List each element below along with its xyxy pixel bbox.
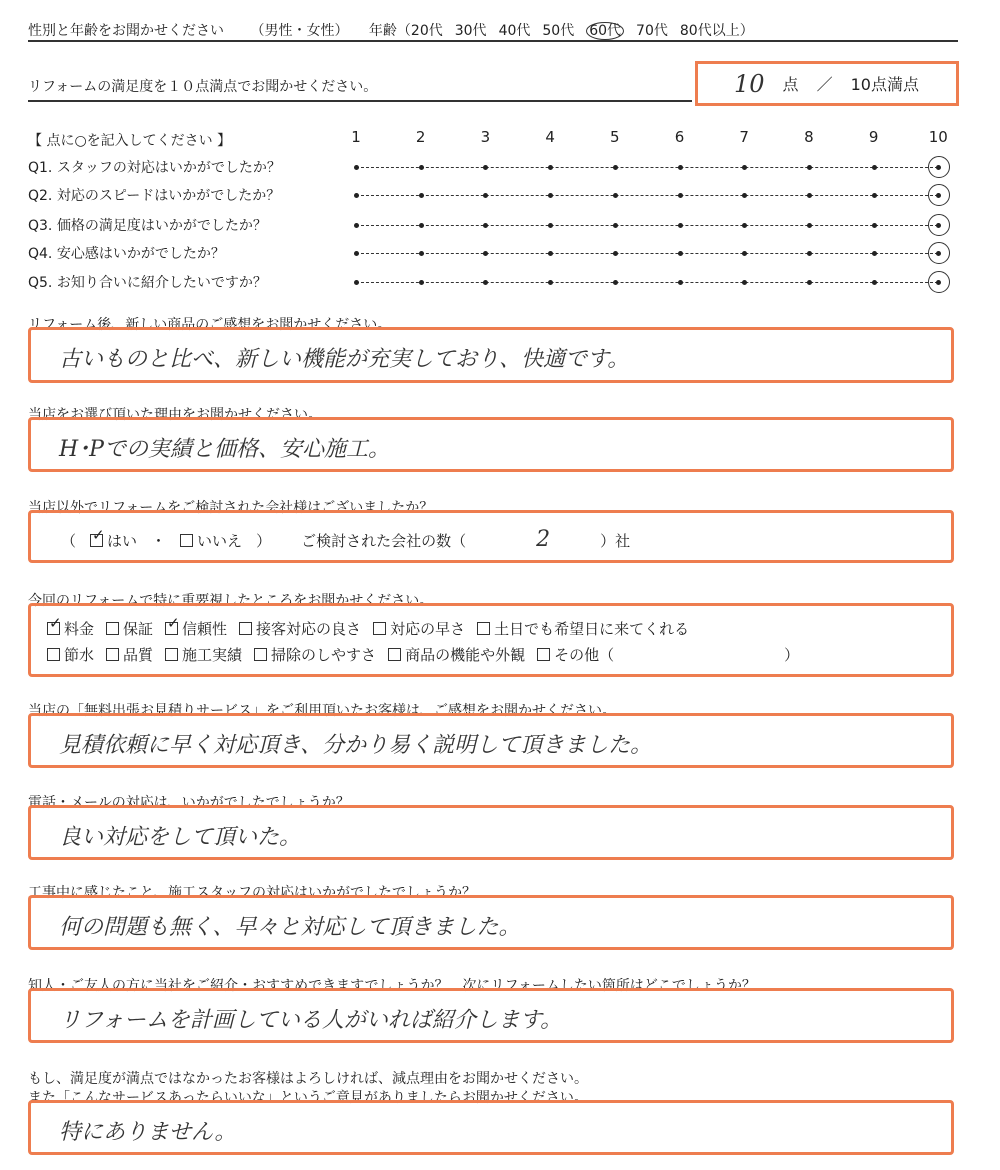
scale-point[interactable] xyxy=(354,193,359,198)
paren: ） xyxy=(784,646,800,664)
option-label: その他（ xyxy=(554,646,615,664)
score-max: 10点満点 xyxy=(850,75,919,94)
gender-options[interactable]: （男性・女性） xyxy=(250,23,349,39)
scale-point[interactable] xyxy=(613,223,618,228)
option-label: 対応の早さ xyxy=(390,620,466,638)
option-label: 節水 xyxy=(64,646,95,664)
scale-point[interactable] xyxy=(742,280,747,285)
checkbox[interactable] xyxy=(165,648,178,661)
scale-point[interactable] xyxy=(548,193,553,198)
scale-point[interactable] xyxy=(613,280,618,285)
paren: ） xyxy=(256,532,272,550)
scale-point[interactable] xyxy=(613,251,618,256)
no-checkbox[interactable] xyxy=(180,532,242,550)
checkbox[interactable] xyxy=(239,622,252,635)
scale-point[interactable] xyxy=(678,280,683,285)
option-label: 信頼性 xyxy=(182,620,228,638)
checkbox[interactable] xyxy=(165,622,178,635)
scale-number: 6 xyxy=(674,128,685,146)
question-label: 当店以外でリフォームをご検討された会社様はございましたか？ xyxy=(28,500,434,516)
scale-point[interactable] xyxy=(483,280,488,285)
question-label: 工事中に感じたこと、施工スタッフの対応はいかがでしたでしょうか？ xyxy=(28,885,476,901)
question-label: また「こんなサービスあったらいいな」というご意見がありましたらお聞かせください。 xyxy=(28,1090,588,1106)
question-label: 知人・ご友人の方に当社をご紹介・おすすめできますでしょうか？ 次にリフォームしたい箇所はどこでしょうか？ xyxy=(28,978,756,994)
scale-point[interactable] xyxy=(483,223,488,228)
checkbox[interactable] xyxy=(388,648,401,661)
scale-point[interactable] xyxy=(678,193,683,198)
scale-point[interactable] xyxy=(613,193,618,198)
checkbox[interactable] xyxy=(47,622,60,635)
answer-box[interactable] xyxy=(28,417,954,472)
scale-point[interactable] xyxy=(483,165,488,170)
handwritten-answer: 良い対応をして頂いた。 xyxy=(59,825,302,850)
score-separator: ／ xyxy=(816,75,833,94)
scale-point[interactable] xyxy=(354,165,359,170)
question-label: 今回のリフォームで特に重要視したところをお聞かせください。 xyxy=(28,593,434,609)
priority-option[interactable] xyxy=(388,646,525,664)
divider xyxy=(28,100,692,102)
score-value: 10 xyxy=(734,69,765,98)
question-label: 当店をお選び頂いた理由をお聞かせください。 xyxy=(28,407,322,423)
handwritten-answer: 特にありません。 xyxy=(59,1120,237,1145)
question-label: 電話・メールの対応は、いかがでしたでしょうか？ xyxy=(28,795,350,811)
scale-point[interactable] xyxy=(548,223,553,228)
question-label: 当店の「無料出張お見積りサービス」をご利用頂いたお客様は、ご感想をお聞かせください。 xyxy=(28,703,616,719)
priority-option[interactable] xyxy=(106,620,153,638)
scale-point[interactable] xyxy=(483,193,488,198)
answer-box[interactable] xyxy=(28,988,954,1043)
scale-point[interactable] xyxy=(483,251,488,256)
age-option[interactable]: 60代 xyxy=(586,22,624,40)
rating-scale xyxy=(356,253,938,254)
scale-point[interactable] xyxy=(678,251,683,256)
no-label: いいえ xyxy=(197,532,243,550)
scale-point[interactable] xyxy=(807,193,812,198)
separator: ・ xyxy=(151,532,167,550)
scale-number: 4 xyxy=(545,128,555,146)
count-label: ご検討された会社の数（ xyxy=(301,532,467,550)
scale-point[interactable] xyxy=(678,223,683,228)
scale-point[interactable] xyxy=(419,251,424,256)
priority-option[interactable] xyxy=(537,646,799,664)
scale-point[interactable] xyxy=(936,251,941,256)
scale-point[interactable] xyxy=(807,280,812,285)
priority-option[interactable] xyxy=(477,620,689,638)
yes-checkbox[interactable] xyxy=(90,532,137,550)
checkbox[interactable] xyxy=(477,622,490,635)
selected-circle-mark xyxy=(928,271,950,293)
option-label: 掃除のしやすさ xyxy=(271,646,377,664)
rating-instruction: 【 点に○を記入してください 】 xyxy=(28,133,232,149)
answer-box[interactable] xyxy=(28,603,954,677)
scale-point[interactable] xyxy=(807,223,812,228)
scale-point[interactable] xyxy=(354,223,359,228)
scale-point[interactable] xyxy=(548,251,553,256)
rating-scale xyxy=(356,282,938,283)
age-option[interactable]: 70代 xyxy=(636,23,668,39)
satisfaction-question: リフォームの満足度を１０点満点でお聞かせください。 xyxy=(28,79,378,95)
option-label: 料金 xyxy=(64,620,95,638)
scale-point[interactable] xyxy=(872,223,877,228)
handwritten-answer: リフォームを計画している人がいれば紹介します。 xyxy=(59,1008,563,1033)
rating-question: Q2. 対応のスピードはいかがでしたか？ xyxy=(28,188,281,204)
scale-point[interactable] xyxy=(354,280,359,285)
scale-point[interactable] xyxy=(872,280,877,285)
profile-row xyxy=(28,20,766,40)
answer-box[interactable] xyxy=(28,713,954,768)
option-label: 土日でも希望日に来てくれる xyxy=(494,620,690,638)
scale-point[interactable] xyxy=(678,165,683,170)
scale-point[interactable] xyxy=(419,280,424,285)
checkbox[interactable] xyxy=(537,648,550,661)
scale-number: 5 xyxy=(610,128,620,146)
scale-point[interactable] xyxy=(742,223,747,228)
handwritten-answer: 見積依頼に早く対応頂き、分かり易く説明して頂きました。 xyxy=(59,733,653,758)
scale-point[interactable] xyxy=(548,165,553,170)
selected-circle-mark xyxy=(928,242,950,264)
scale-number: 1 xyxy=(351,128,361,146)
selected-circle-mark xyxy=(928,156,950,178)
scale-point[interactable] xyxy=(419,223,424,228)
scale-point[interactable] xyxy=(419,193,424,198)
question-label: リフォーム後、新しい商品のご感想をお聞かせください。 xyxy=(28,317,392,333)
age-option[interactable]: 20代 xyxy=(410,23,443,39)
divider xyxy=(28,40,958,42)
scale-point[interactable] xyxy=(548,280,553,285)
age-option[interactable]: 80代以上） xyxy=(679,23,754,39)
priority-option[interactable] xyxy=(165,620,227,638)
priority-option[interactable] xyxy=(254,646,376,664)
scale-number: 8 xyxy=(804,128,814,146)
rating-question: Q5. お知り合いに紹介したいですか？ xyxy=(28,275,267,291)
priority-option[interactable] xyxy=(373,620,465,638)
rating-question: Q4. 安心感はいかがでしたか？ xyxy=(28,246,225,262)
selected-circle-mark xyxy=(928,184,950,206)
answer-box[interactable] xyxy=(28,805,954,860)
answer-box[interactable] xyxy=(28,510,954,563)
age-option[interactable]: 30代 xyxy=(454,23,487,39)
priority-option[interactable] xyxy=(47,620,94,638)
scale-point[interactable] xyxy=(419,165,424,170)
checkbox[interactable] xyxy=(47,648,60,661)
priority-option[interactable] xyxy=(47,646,94,664)
rating-question: Q1. スタッフの対応はいかがでしたか？ xyxy=(28,160,281,176)
scale-point[interactable] xyxy=(807,165,812,170)
checkbox[interactable] xyxy=(106,648,119,661)
company-count[interactable]: 2 xyxy=(536,527,551,552)
scale-point[interactable] xyxy=(807,251,812,256)
scale-number: 9 xyxy=(868,128,879,146)
scale-point[interactable] xyxy=(872,165,877,170)
handwritten-answer: H･Pでの実績と価格、安心施工。 xyxy=(59,437,390,462)
rating-scale xyxy=(356,167,938,168)
scale-point[interactable] xyxy=(742,251,747,256)
scale-point[interactable] xyxy=(936,193,941,198)
scale-number: 10 xyxy=(928,128,948,146)
scale-number: 3 xyxy=(480,128,491,146)
scale-number: 2 xyxy=(415,128,426,146)
handwritten-answer: 何の問題も無く、早々と対応して頂きました。 xyxy=(59,915,521,940)
scale-point[interactable] xyxy=(613,165,618,170)
scale-point[interactable] xyxy=(936,223,941,228)
scale-point[interactable] xyxy=(872,193,877,198)
scale-point[interactable] xyxy=(872,251,877,256)
other-company-row xyxy=(61,527,630,552)
count-unit: ）社 xyxy=(600,532,631,550)
scale-point[interactable] xyxy=(742,193,747,198)
priority-option[interactable] xyxy=(106,646,153,664)
rating-question: Q3. 価格の満足度はいかがでしたか？ xyxy=(28,218,267,234)
option-label: 接客対応の良さ xyxy=(256,620,362,638)
scale-point[interactable] xyxy=(936,280,941,285)
option-label: 品質 xyxy=(123,646,154,664)
option-label: 保証 xyxy=(123,620,154,638)
scale-point[interactable] xyxy=(354,251,359,256)
option-label: 施工実績 xyxy=(182,646,243,664)
priority-option[interactable] xyxy=(165,646,242,664)
handwritten-answer: 古いものと比べ、新しい機能が充実しており、快適です。 xyxy=(59,347,630,372)
answer-box[interactable] xyxy=(28,1100,954,1155)
answer-box[interactable] xyxy=(28,327,954,383)
question-label: もし、満足度が満点ではなかったお客様はよろしければ、減点理由をお聞かせください。 xyxy=(28,1071,588,1087)
rating-scale xyxy=(356,195,938,196)
paren: （ xyxy=(61,532,77,550)
option-label: 商品の機能や外観 xyxy=(405,646,526,664)
checkbox[interactable] xyxy=(373,622,386,635)
score-box[interactable] xyxy=(695,61,959,106)
selected-circle-mark xyxy=(928,214,950,236)
yes-label: はい xyxy=(107,532,138,550)
priority-option[interactable] xyxy=(239,620,361,638)
scale-number: 7 xyxy=(739,128,749,146)
profile-question: 性別と年齢をお聞かせください xyxy=(28,23,224,39)
checkbox[interactable] xyxy=(106,622,119,635)
age-option[interactable]: 40代 xyxy=(498,23,531,39)
age-label: 年齢（ xyxy=(368,23,411,39)
answer-box[interactable] xyxy=(28,895,954,950)
rating-scale xyxy=(356,225,938,226)
scale-point[interactable] xyxy=(936,165,941,170)
checkbox[interactable] xyxy=(254,648,267,661)
score-unit: 点 xyxy=(782,75,799,94)
scale-point[interactable] xyxy=(742,165,747,170)
age-option[interactable]: 50代 xyxy=(542,23,575,39)
